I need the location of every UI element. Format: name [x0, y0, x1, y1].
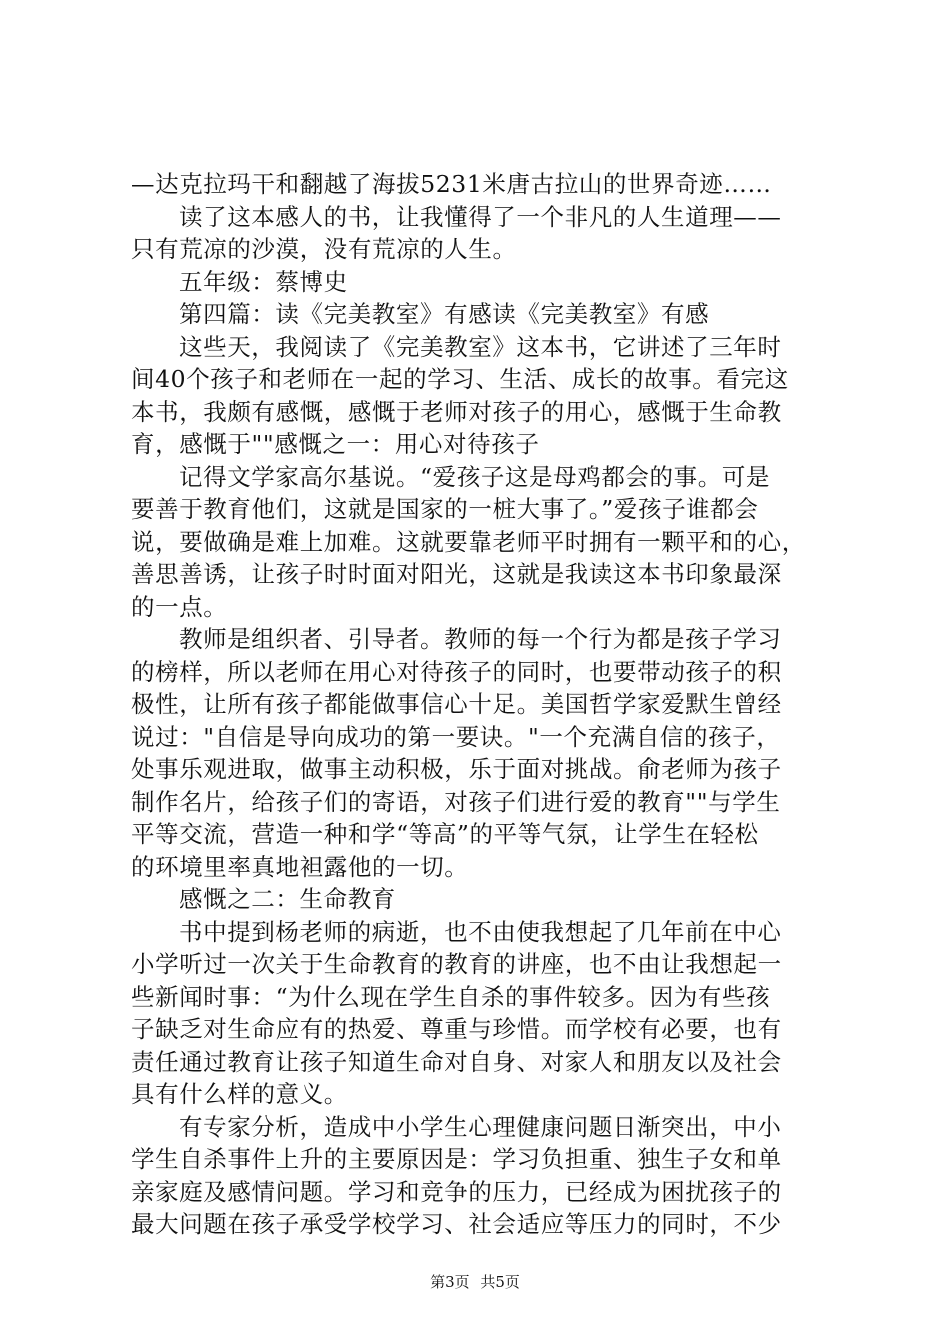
text-line: 第四篇：读《完美教室》有感读《完美教室》有感 [179, 300, 710, 328]
text-line: 小学听过一次关于生命教育的教育的讲座，也不由让我想起一 [131, 950, 782, 978]
text-line: 教师是组织者、引导者。教师的每一个行为都是孩子学习 [179, 625, 782, 653]
text-line: 育，感慨于""感慨之一：用心对待孩子 [131, 430, 540, 458]
text-line: 责任通过教育让孩子知道生命对自身、对家人和朋友以及社会 [131, 1047, 782, 1076]
text-line: 间40个孩子和老师在一起的学习、生活、成长的故事。看完这 [131, 365, 789, 393]
text-line: 善思善诱，让孩子时时面对阳光，这就是我读这本书印象最深 [131, 560, 782, 588]
text-line: 读了这本感人的书，让我懂得了一个非凡的人生道理—— [179, 202, 782, 231]
text-line: 的一点。 [131, 592, 228, 621]
text-line: 学生自杀事件上升的主要原因是：学习负担重、独生子女和单 [131, 1145, 782, 1173]
text-line: 记得文学家高尔基说。“爱孩子这是母鸡都会的事。可是 [179, 462, 771, 491]
text-line: 只有荒凉的沙漠，没有荒凉的人生。 [131, 235, 517, 263]
text-line: 说，要做确是难上加难。这就要靠老师平时拥有一颗平和的心， [131, 527, 806, 556]
text-line: 子缺乏对生命应有的热爱、尊重与珍惜。而学校有必要，也有 [131, 1015, 782, 1043]
text-line: 最大问题在孩子承受学校学习、社会适应等压力的同时，不少 [131, 1210, 782, 1238]
page-footer [0, 1272, 950, 1292]
text-line: 的榜样，所以老师在用心对待孩子的同时，也要带动孩子的积 [131, 657, 782, 686]
text-line: 书中提到杨老师的病逝，也不由使我想起了几年前在中心 [179, 917, 782, 946]
text-line: 具有什么样的意义。 [131, 1080, 348, 1108]
text-line: 这些天，我阅读了《完美教室》这本书，它讲述了三年时 [179, 332, 782, 361]
text-line: 制作名片，给孩子们的寄语，对孩子们进行爱的教育""与学生 [131, 787, 781, 816]
text-line: 平等交流，营造一种和学“等高”的平等气氛，让学生在轻松 [131, 820, 759, 848]
page-number: 第3页 [430, 1273, 470, 1291]
text-line: 亲家庭及感情问题。学习和竞争的压力，已经成为困扰孩子的 [131, 1177, 782, 1206]
text-line: 的环境里率真地袒露他的一切。 [131, 852, 469, 881]
text-line: 些新闻时事：“为什么现在学生自杀的事件较多。因为有些孩 [131, 982, 771, 1011]
text-line: 说过："自信是导向成功的第一要诀。"一个充满自信的孩子， [131, 722, 781, 751]
text-line: 本书，我颇有感慨，感慨于老师对孩子的用心，感慨于生命教 [131, 397, 782, 426]
page-total: 共5页 [480, 1273, 520, 1291]
text-line: 五年级：蔡博史 [179, 267, 348, 296]
body-text [131, 168, 831, 1241]
text-line: 感慨之二：生命教育 [179, 885, 396, 913]
text-line: 有专家分析，造成中小学生心理健康问题日渐突出，中小 [179, 1112, 782, 1141]
text-line: 要善于教育他们，这就是国家的一桩大事了。”爱孩子谁都会 [131, 495, 759, 523]
text-line: —达克拉玛干和翻越了海拔5231米唐古拉山的世界奇迹…… [131, 170, 772, 198]
text-line: 处事乐观进取，做事主动积极，乐于面对挑战。俞老师为孩子 [131, 755, 782, 783]
text-line: 极性，让所有孩子都能做事信心十足。美国哲学家爱默生曾经 [131, 690, 782, 718]
